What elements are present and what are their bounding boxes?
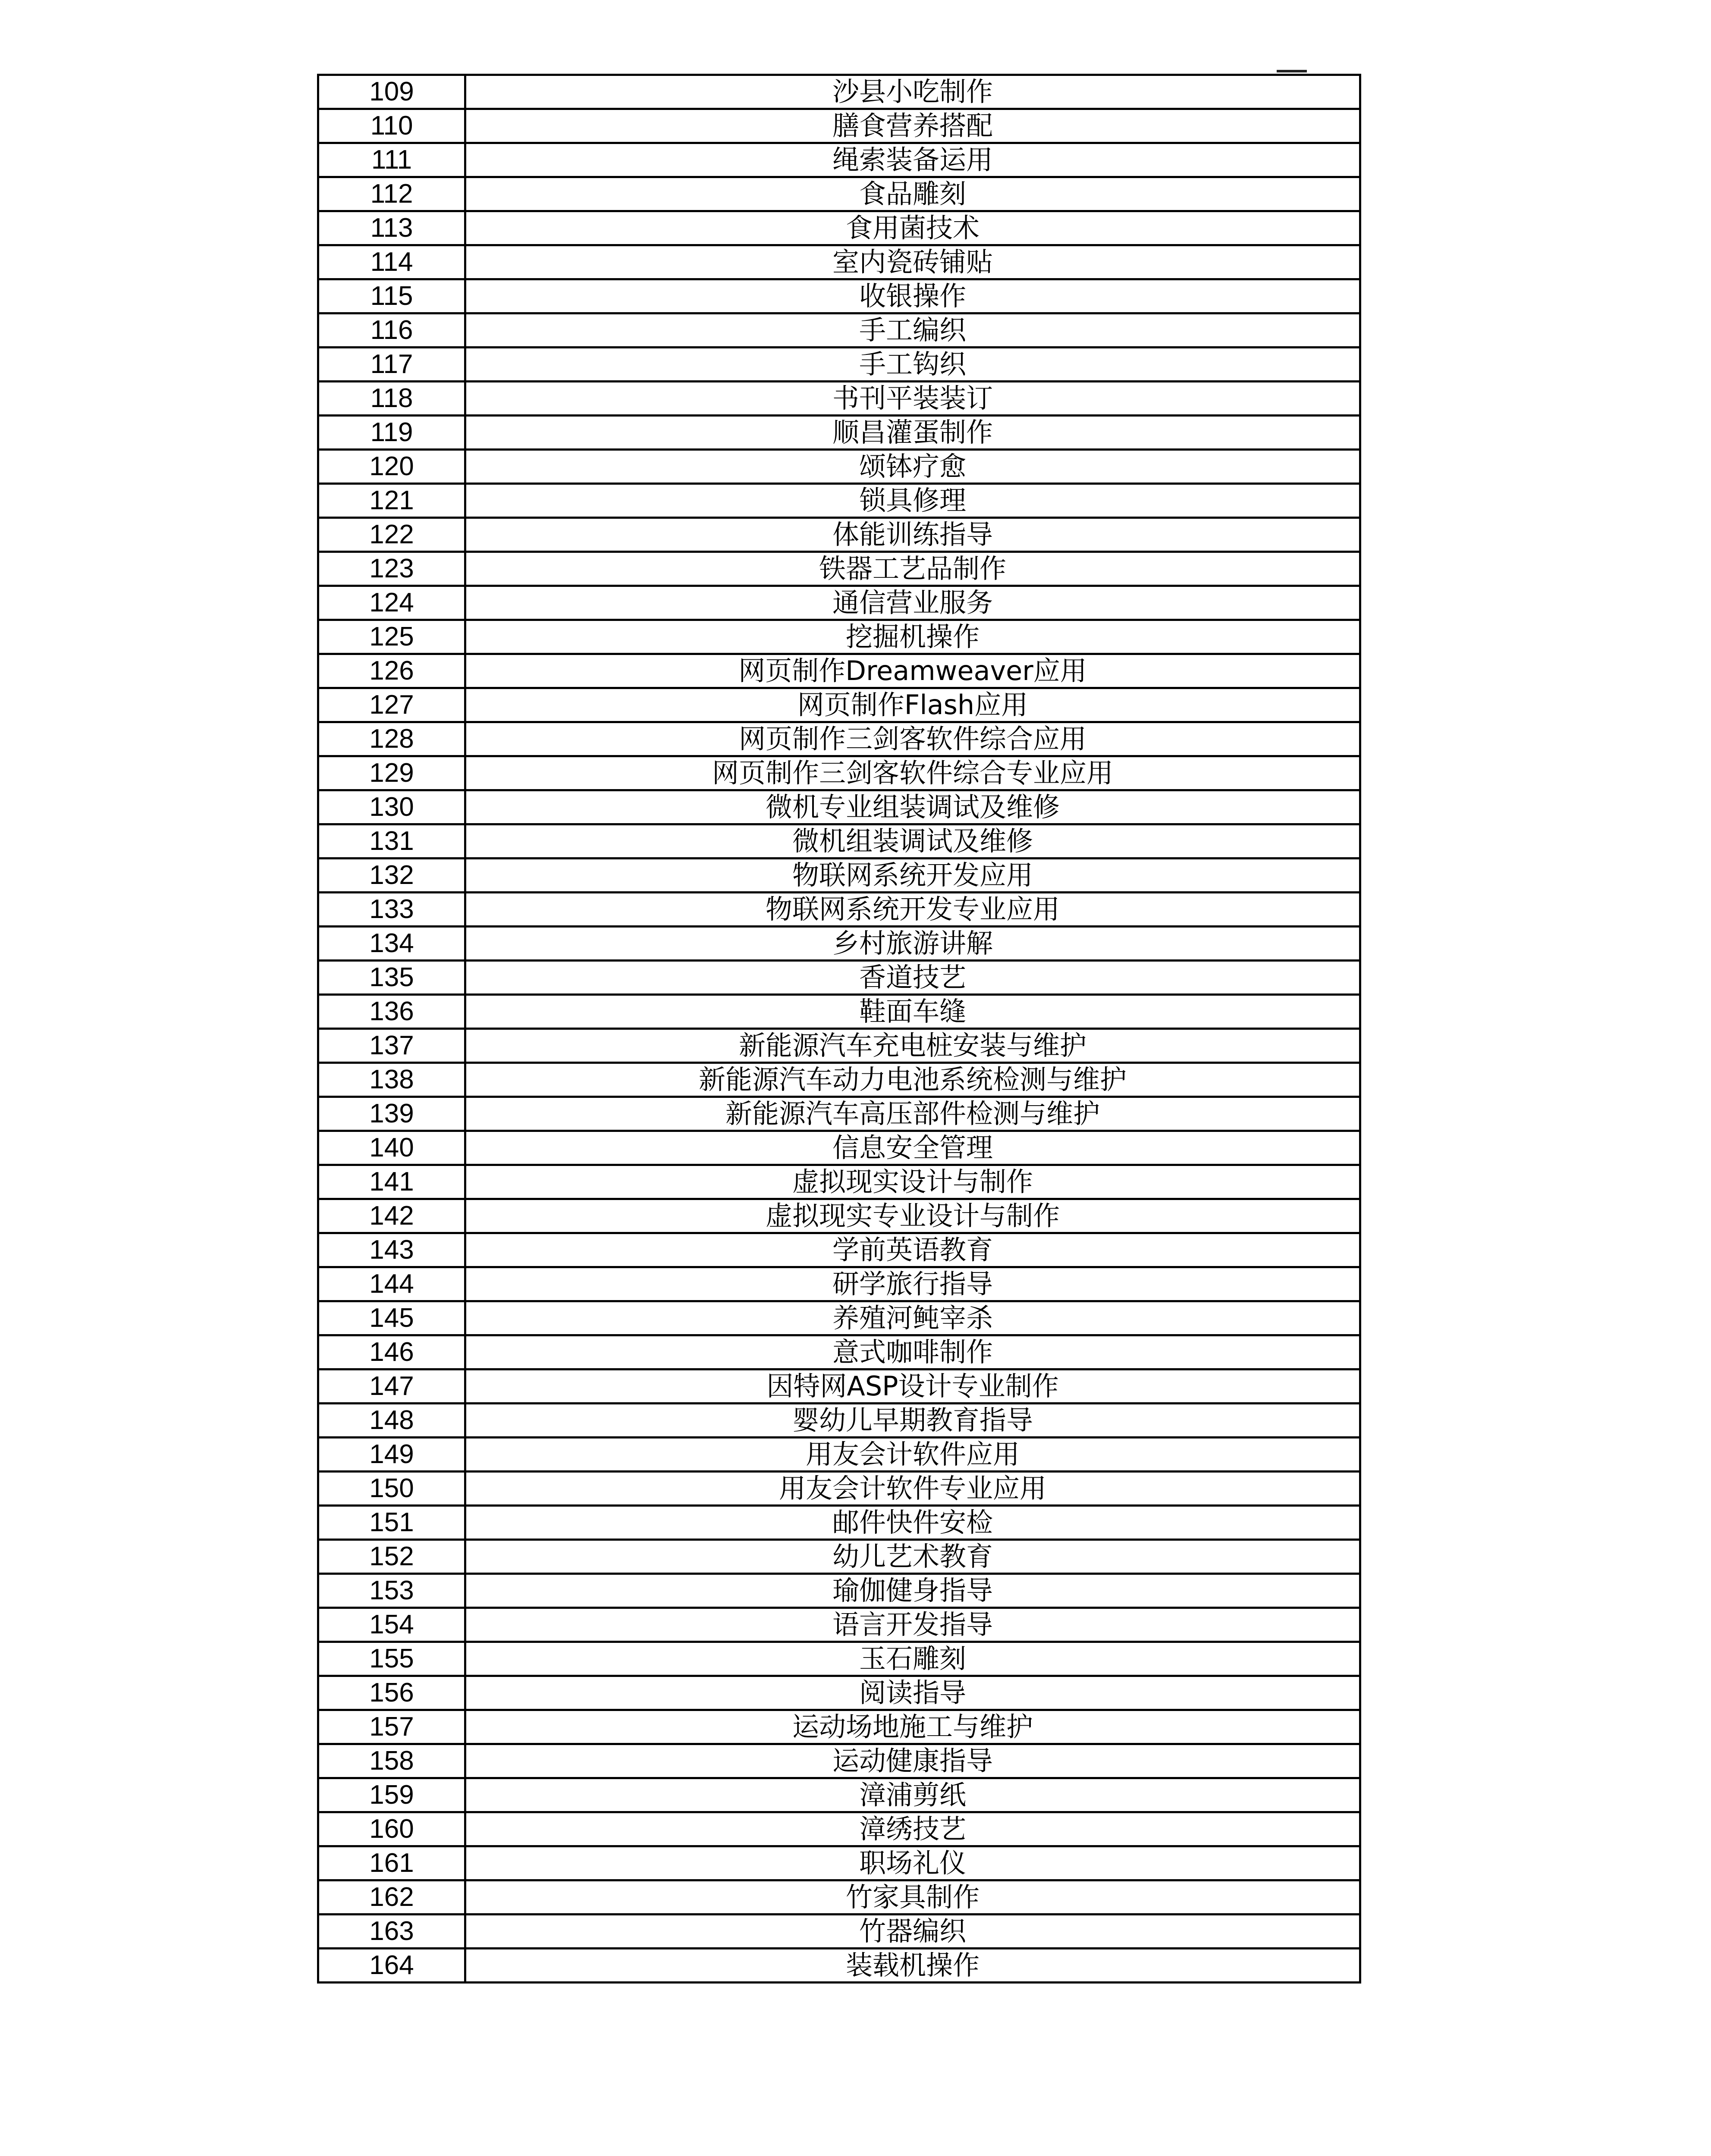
row-name: 挖掘机操作 xyxy=(465,620,1360,654)
row-number: 152 xyxy=(318,1540,465,1574)
row-name: 顺昌灌蛋制作 xyxy=(465,416,1360,450)
row-number: 141 xyxy=(318,1165,465,1199)
row-number: 143 xyxy=(318,1233,465,1267)
row-name: 研学旅行指导 xyxy=(465,1267,1360,1301)
row-number: 146 xyxy=(318,1335,465,1369)
row-number: 139 xyxy=(318,1097,465,1131)
row-name: 用友会计软件专业应用 xyxy=(465,1472,1360,1506)
table-row xyxy=(318,586,1360,620)
table-row xyxy=(318,1778,1360,1812)
row-number: 133 xyxy=(318,893,465,927)
table-row xyxy=(318,1131,1360,1165)
row-name: 铁器工艺品制作 xyxy=(465,552,1360,586)
row-number: 155 xyxy=(318,1642,465,1676)
table-row xyxy=(318,1404,1360,1438)
table-row xyxy=(318,450,1360,484)
row-name: 瑜伽健身指导 xyxy=(465,1574,1360,1608)
row-number: 158 xyxy=(318,1744,465,1778)
row-name: 玉石雕刻 xyxy=(465,1642,1360,1676)
row-number: 126 xyxy=(318,654,465,688)
row-name: 养殖河鲀宰杀 xyxy=(465,1301,1360,1335)
row-name: 书刊平装装订 xyxy=(465,382,1360,416)
row-name: 沙县小吃制作 xyxy=(465,75,1360,109)
row-name: 鞋面车缝 xyxy=(465,995,1360,1029)
row-name: 室内瓷砖铺贴 xyxy=(465,245,1360,279)
table-row xyxy=(318,620,1360,654)
row-number: 150 xyxy=(318,1472,465,1506)
table-row xyxy=(318,552,1360,586)
row-number: 113 xyxy=(318,211,465,245)
row-number: 144 xyxy=(318,1267,465,1301)
row-number: 134 xyxy=(318,927,465,961)
row-name: 职场礼仪 xyxy=(465,1846,1360,1880)
row-number: 114 xyxy=(318,245,465,279)
row-number: 109 xyxy=(318,75,465,109)
table-row xyxy=(318,1608,1360,1642)
table-row xyxy=(318,1744,1360,1778)
row-number: 119 xyxy=(318,416,465,450)
row-name: 运动场地施工与维护 xyxy=(465,1710,1360,1744)
row-number: 142 xyxy=(318,1199,465,1233)
row-name: 信息安全管理 xyxy=(465,1131,1360,1165)
row-name: 竹器编织 xyxy=(465,1915,1360,1949)
table-row xyxy=(318,1301,1360,1335)
row-name: 乡村旅游讲解 xyxy=(465,927,1360,961)
table-row xyxy=(318,1642,1360,1676)
row-name: 虚拟现实专业设计与制作 xyxy=(465,1199,1360,1233)
row-name: 食用菌技术 xyxy=(465,211,1360,245)
table-row xyxy=(318,995,1360,1029)
row-name: 装载机操作 xyxy=(465,1949,1360,1983)
row-number: 147 xyxy=(318,1369,465,1404)
row-name: 手工钩织 xyxy=(465,348,1360,382)
row-name: 锁具修理 xyxy=(465,484,1360,518)
table-row xyxy=(318,245,1360,279)
table-row xyxy=(318,75,1360,109)
row-number: 124 xyxy=(318,586,465,620)
row-number: 135 xyxy=(318,961,465,995)
table-row xyxy=(318,1335,1360,1369)
table-row xyxy=(318,859,1360,893)
table-row xyxy=(318,961,1360,995)
row-number: 130 xyxy=(318,790,465,824)
table-row xyxy=(318,790,1360,824)
row-name: 意式咖啡制作 xyxy=(465,1335,1360,1369)
table-row xyxy=(318,484,1360,518)
row-number: 140 xyxy=(318,1131,465,1165)
table-row xyxy=(318,1812,1360,1846)
row-name: 学前英语教育 xyxy=(465,1233,1360,1267)
table-row xyxy=(318,1472,1360,1506)
row-name: 膳食营养搭配 xyxy=(465,109,1360,143)
row-name: 漳绣技艺 xyxy=(465,1812,1360,1846)
table-row xyxy=(318,893,1360,927)
row-name: 网页制作三剑客软件综合专业应用 xyxy=(465,756,1360,790)
row-number: 115 xyxy=(318,279,465,313)
table-row xyxy=(318,1029,1360,1063)
row-number: 110 xyxy=(318,109,465,143)
table-row xyxy=(318,1267,1360,1301)
row-number: 116 xyxy=(318,313,465,348)
table-row xyxy=(318,1846,1360,1880)
row-name: 香道技艺 xyxy=(465,961,1360,995)
table-row xyxy=(318,518,1360,552)
row-name: 运动健康指导 xyxy=(465,1744,1360,1778)
row-number: 149 xyxy=(318,1438,465,1472)
row-name: 食品雕刻 xyxy=(465,177,1360,211)
table-row xyxy=(318,688,1360,722)
table-row xyxy=(318,1369,1360,1404)
table-row xyxy=(318,1233,1360,1267)
table-row xyxy=(318,382,1360,416)
row-number: 136 xyxy=(318,995,465,1029)
row-number: 138 xyxy=(318,1063,465,1097)
row-number: 154 xyxy=(318,1608,465,1642)
row-name: 微机专业组装调试及维修 xyxy=(465,790,1360,824)
row-name: 虚拟现实设计与制作 xyxy=(465,1165,1360,1199)
row-number: 123 xyxy=(318,552,465,586)
row-number: 117 xyxy=(318,348,465,382)
row-name: 新能源汽车动力电池系统检测与维护 xyxy=(465,1063,1360,1097)
row-name: 新能源汽车充电桩安装与维护 xyxy=(465,1029,1360,1063)
table-row xyxy=(318,348,1360,382)
table-row xyxy=(318,1165,1360,1199)
row-number: 132 xyxy=(318,859,465,893)
table-row xyxy=(318,654,1360,688)
row-name: 物联网系统开发应用 xyxy=(465,859,1360,893)
table-row xyxy=(318,1063,1360,1097)
row-number: 111 xyxy=(318,143,465,177)
item-table-body xyxy=(318,75,1360,1983)
row-number: 127 xyxy=(318,688,465,722)
table-row xyxy=(318,1880,1360,1915)
row-number: 159 xyxy=(318,1778,465,1812)
table-row xyxy=(318,1574,1360,1608)
row-name: 邮件快件安检 xyxy=(465,1506,1360,1540)
row-number: 122 xyxy=(318,518,465,552)
row-name: 网页制作Flash应用 xyxy=(465,688,1360,722)
row-name: 婴幼儿早期教育指导 xyxy=(465,1404,1360,1438)
scan-mark xyxy=(1277,70,1307,72)
row-number: 151 xyxy=(318,1506,465,1540)
table-row xyxy=(318,1438,1360,1472)
row-name: 幼儿艺术教育 xyxy=(465,1540,1360,1574)
row-number: 161 xyxy=(318,1846,465,1880)
table-row xyxy=(318,143,1360,177)
table-row xyxy=(318,313,1360,348)
table-row xyxy=(318,1097,1360,1131)
table-row xyxy=(318,927,1360,961)
row-number: 128 xyxy=(318,722,465,756)
row-name: 因特网ASP设计专业制作 xyxy=(465,1369,1360,1404)
row-number: 148 xyxy=(318,1404,465,1438)
table-row xyxy=(318,279,1360,313)
table-row xyxy=(318,1199,1360,1233)
table-row xyxy=(318,1949,1360,1983)
row-number: 131 xyxy=(318,824,465,859)
row-name: 绳索装备运用 xyxy=(465,143,1360,177)
row-name: 通信营业服务 xyxy=(465,586,1360,620)
row-name: 阅读指导 xyxy=(465,1676,1360,1710)
row-name: 微机组装调试及维修 xyxy=(465,824,1360,859)
table-row xyxy=(318,109,1360,143)
table-row xyxy=(318,177,1360,211)
row-number: 118 xyxy=(318,382,465,416)
table-row xyxy=(318,756,1360,790)
row-name: 新能源汽车高压部件检测与维护 xyxy=(465,1097,1360,1131)
row-number: 153 xyxy=(318,1574,465,1608)
row-number: 164 xyxy=(318,1949,465,1983)
row-name: 物联网系统开发专业应用 xyxy=(465,893,1360,927)
row-number: 125 xyxy=(318,620,465,654)
row-number: 121 xyxy=(318,484,465,518)
table-row xyxy=(318,1915,1360,1949)
row-name: 语言开发指导 xyxy=(465,1608,1360,1642)
row-name: 漳浦剪纸 xyxy=(465,1778,1360,1812)
row-name: 用友会计软件应用 xyxy=(465,1438,1360,1472)
table-row xyxy=(318,1540,1360,1574)
row-number: 160 xyxy=(318,1812,465,1846)
row-name: 网页制作Dreamweaver应用 xyxy=(465,654,1360,688)
table-row xyxy=(318,1676,1360,1710)
table-row xyxy=(318,722,1360,756)
row-name: 网页制作三剑客软件综合应用 xyxy=(465,722,1360,756)
row-number: 156 xyxy=(318,1676,465,1710)
row-name: 颂钵疗愈 xyxy=(465,450,1360,484)
row-name: 体能训练指导 xyxy=(465,518,1360,552)
row-name: 收银操作 xyxy=(465,279,1360,313)
table-row xyxy=(318,211,1360,245)
row-number: 112 xyxy=(318,177,465,211)
row-number: 137 xyxy=(318,1029,465,1063)
table-row xyxy=(318,416,1360,450)
table-row xyxy=(318,1710,1360,1744)
row-number: 157 xyxy=(318,1710,465,1744)
item-table xyxy=(317,74,1361,1984)
row-name: 手工编织 xyxy=(465,313,1360,348)
row-number: 163 xyxy=(318,1915,465,1949)
row-number: 145 xyxy=(318,1301,465,1335)
row-number: 120 xyxy=(318,450,465,484)
row-number: 162 xyxy=(318,1880,465,1915)
row-name: 竹家具制作 xyxy=(465,1880,1360,1915)
table-row xyxy=(318,1506,1360,1540)
table-row xyxy=(318,824,1360,859)
row-number: 129 xyxy=(318,756,465,790)
